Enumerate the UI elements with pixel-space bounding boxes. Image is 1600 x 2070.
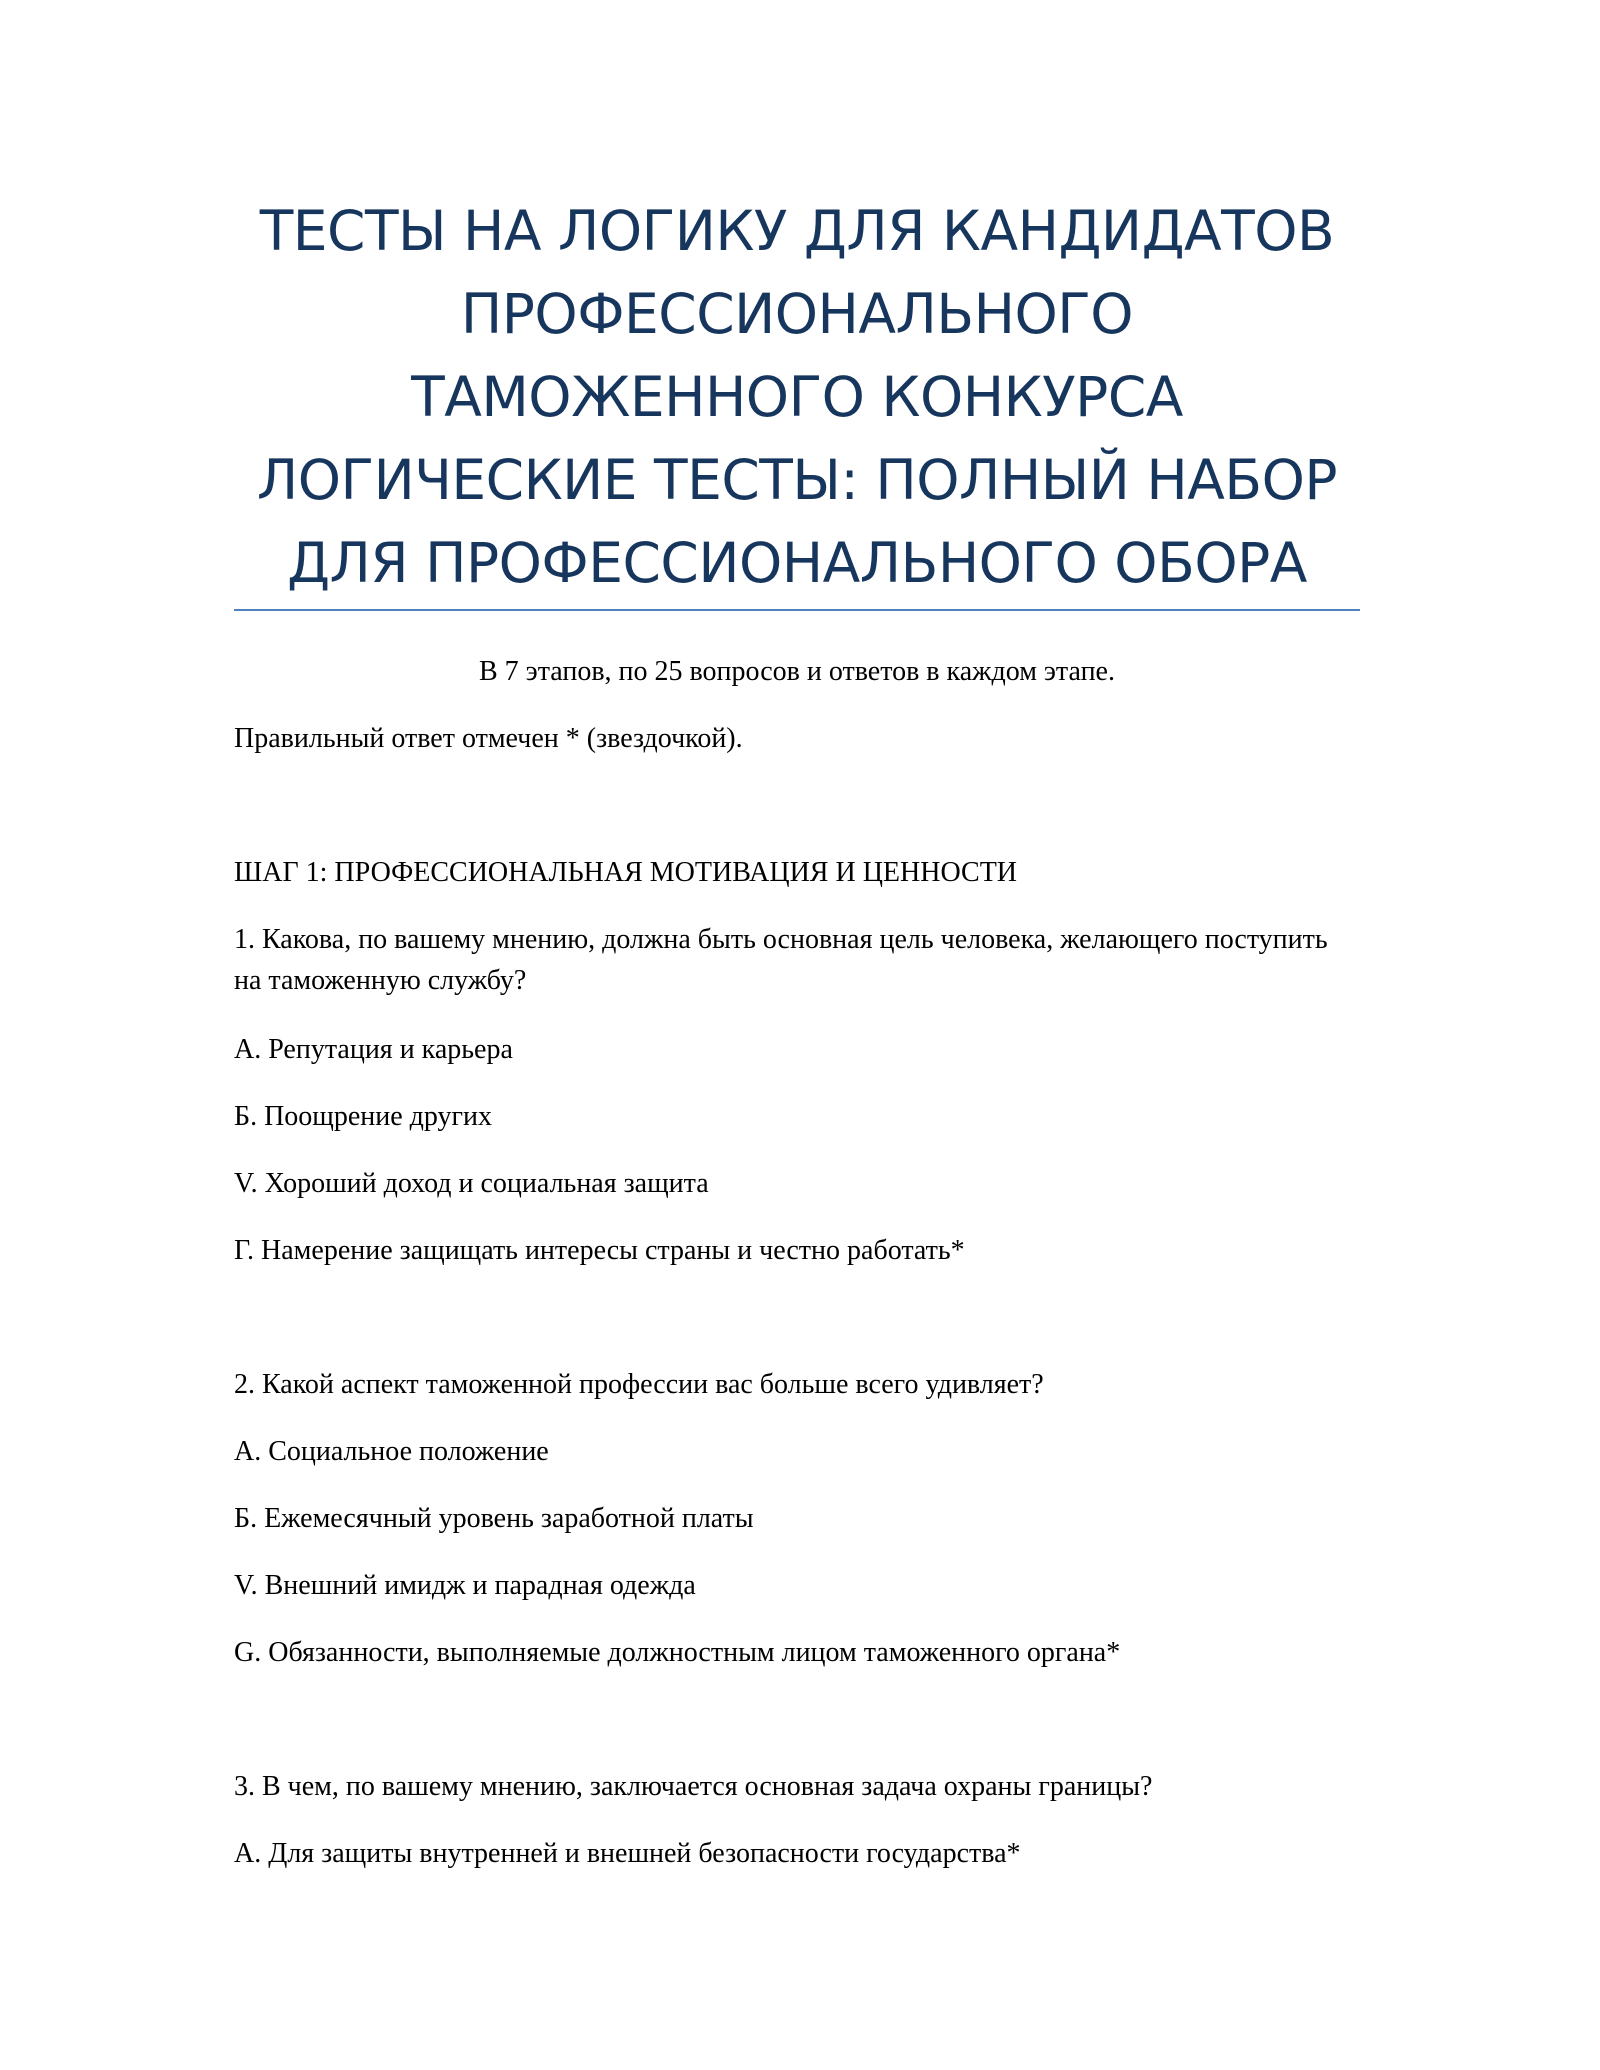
document-title: [234, 190, 1360, 605]
question-1-option-a: A. Репутация и карьера: [234, 1034, 513, 1065]
step-heading: ШАГ 1: ПРОФЕССИОНАЛЬНАЯ МОТИВАЦИЯ И ЦЕННОСТИ: [234, 857, 1018, 888]
question-3-text: 3. В чем, по вашему мнению, заключается основная задача охраны границы?: [234, 1771, 1153, 1802]
title-line: ТЕСТЫ НА ЛОГИКУ ДЛЯ КАНДИДАТОВ: [259, 199, 1335, 263]
question-1-option-v: V. Хороший доход и социальная защита: [234, 1168, 709, 1199]
title-divider: [234, 609, 1360, 611]
answer-note: Правильный ответ отмечен * (звездочкой).: [234, 723, 743, 754]
question-1-text: 1. Какова, по вашему мнению, должна быть основная цель человека, желающего поступить на таможенную службу?: [234, 924, 1328, 996]
title-line: ПРОФЕССИОНАЛЬНОГО: [460, 282, 1134, 346]
question-2-option-b: Б. Ежемесячный уровень заработной платы: [234, 1503, 754, 1534]
intro-text: В 7 этапов, по 25 вопросов и ответов в каждом этапе.: [479, 656, 1115, 687]
question-1-option-g: Г. Намерение защищать интересы страны и честно работать*: [234, 1235, 965, 1266]
title-line: ДЛЯ ПРОФЕССИОНАЛЬНОГО ОБОРА: [287, 531, 1307, 595]
question-2-option-a: A. Социальное положение: [234, 1436, 549, 1467]
question-1-option-b: Б. Поощрение других: [234, 1101, 493, 1132]
question-3-option-a: A. Для защиты внутренней и внешней безопасности государства*: [234, 1838, 1021, 1869]
question-2-option-g: G. Обязанности, выполняемые должностным лицом таможенного органа*: [234, 1637, 1121, 1668]
title-line: ЛОГИЧЕСКИЕ ТЕСТЫ: ПОЛНЫЙ НАБОР: [256, 448, 1338, 512]
title-line: ТАМОЖЕННОГО КОНКУРСА: [411, 365, 1183, 429]
question-2-text: 2. Какой аспект таможенной профессии вас больше всего удивляет?: [234, 1369, 1044, 1400]
question-2-option-v: V. Внешний имидж и парадная одежда: [234, 1570, 696, 1601]
